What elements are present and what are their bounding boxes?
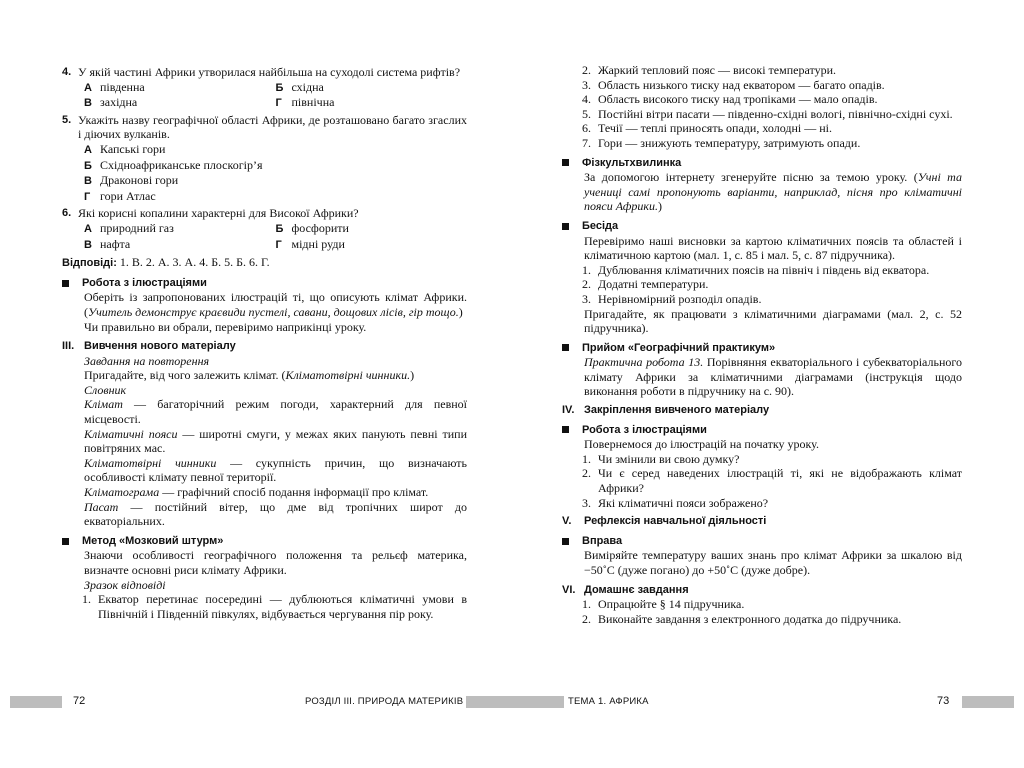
option: Б фосфорити (275, 220, 349, 235)
list-item: 1. Дублювання кліматичних поясів на північ і південь від екватора. (582, 262, 930, 277)
question-5 (62, 113, 467, 142)
bullet-square-icon (562, 538, 569, 545)
question-number: 5. (62, 113, 72, 126)
definition: Клімат — багаторічний режим погоди, характерний для певної місцевості. (84, 397, 467, 427)
right-running-title: ТЕМА 1. АФРИКА (568, 696, 649, 707)
list-item: 3. Які кліматичні пояси зображено? (582, 495, 769, 510)
question-6 (62, 206, 467, 221)
subheading-sample: Зразок відповіді (84, 577, 166, 592)
footer-bar-right (962, 696, 1014, 708)
option: Г гори Атлас (84, 188, 156, 203)
list-item: 1. Опрацюйте § 14 підручника. (582, 597, 745, 612)
section-header-brainstorm: Метод «Мозковий штурм» (62, 534, 467, 549)
illustrations-note: Чи правильно ви обрали, перевіримо наприкінці уроку. (84, 319, 367, 334)
exercise-break-text: За допомогою інтернету згенеруйте пісню за темою уроку. (Учні та учениці самі пропонують варіанти, наприклад, пісня про кліматичні пояси Африки.) (584, 170, 962, 214)
bullet-square-icon (562, 223, 569, 230)
answers-line (62, 255, 467, 271)
section-header-iii: III. Вивчення нового матеріалу (62, 340, 236, 353)
option: В західна (84, 95, 138, 110)
question-4-options (84, 80, 467, 111)
bullet-square-icon (62, 280, 69, 287)
section-header-conversation: Бесіда (562, 219, 962, 234)
answers-text: 1. В. 2. А. 3. А. 4. Б. 5. Б. 6. Г. (119, 255, 270, 270)
conversation-text: Перевіримо наші висновки за картою кліматичних поясів та областей і кліматичною картою (мал. 1, с. 85 і мал. 5, с. 87 підручника). (584, 233, 962, 263)
brainstorm-text: Знаючи особливості географічного положення та рельєф материка, визначте основні риси клімату Африки. (84, 548, 467, 577)
left-page (62, 63, 467, 621)
list-item: 4. Область високого тиску над тропіками — мало опадів. (582, 92, 878, 107)
list-item: 3. Нерівномірний розподіл опадів. (582, 291, 762, 306)
definition: Кліматотвірні чинники — сукупність причин, що визначають особливості клімату певної території. (84, 455, 467, 485)
bullet-square-icon (562, 426, 569, 433)
bullet-square-icon (562, 344, 569, 351)
list-item: 3. Область низького тиску над екватором — багато опадів. (582, 77, 885, 92)
roman-numeral: IV. (562, 404, 575, 417)
list-item: 6. Течії — теплі приносять опади, холодні — ні. (582, 121, 832, 136)
list-item: 5. Постійні вітри пасати — південно-східні вологі, північно-східні сухі. (582, 106, 953, 121)
question-number: 6. (62, 207, 72, 220)
section-header-v: V. Рефлексія навчальної діяльності (562, 515, 767, 528)
page-footer (0, 695, 1024, 709)
option: В Драконові гори (84, 173, 179, 188)
illustrations-paragraph: Оберіть із запропонованих ілюстрацій ті, що описують клімат Африки. (Учитель демонструє краєвиди пустелі, савани, дощових лісів, гір тощо.) (84, 290, 467, 319)
option: Г північна (275, 95, 335, 110)
list-item: 2. Чи є серед наведених ілюстрацій ті, які не відображають клімат Африки? (582, 466, 962, 496)
option: А південна (84, 79, 145, 94)
question-text: У якій частині Африки утворилася найбільша на суходолі система рифтів? (78, 65, 461, 79)
definition: Кліматичні пояси — широтні смуги, у межах яких панують певні типи повітряних мас. (84, 426, 467, 456)
illustrations2-text: Повернемося до ілюстрацій на початку уроку. (584, 437, 819, 452)
option: В нафта (84, 236, 131, 251)
list-item: 1. Екватор перетинає посередині — дублюються кліматичні умови в Північній і Південній півкулях, відбувається чергування пір року. (82, 592, 467, 621)
roman-numeral: VI. (562, 583, 576, 596)
practicum-text: Практична робота 13. Порівняння екваторіального і субекваторіального клімату Африки за кліматичними діаграмами (інструкція щодо виконання роботи в підручнику на с. 90). (584, 355, 962, 399)
conversation-end: Пригадайте, як працювати з кліматичними діаграмами (мал. 2, с. 52 підручника). (584, 306, 962, 336)
option: А Капські гори (84, 141, 166, 156)
section-header-illustrations-2: Робота з ілюстраціями (562, 423, 962, 438)
list-item: 7. Гори — знижують температуру, затримують опади. (582, 135, 861, 150)
section-header-iv: IV. Закріплення вивченого матеріалу (562, 404, 770, 417)
repeat-text: Пригадайте, від чого залежить клімат. (Кліматотвірні чинники.) (84, 368, 415, 383)
option: Г мідні руди (275, 236, 345, 251)
list-item: 2. Виконайте завдання з електронного додатка до підручника. (582, 611, 902, 626)
question-6-options (84, 221, 467, 252)
section-header-practicum: Прийом «Географічний практикум» (562, 341, 962, 356)
roman-numeral: V. (562, 515, 572, 528)
footer-bar-center (466, 696, 564, 708)
definition: Кліматограма — графічний спосіб подання інформації про клімат. (84, 485, 429, 500)
right-page-number: 73 (937, 695, 950, 707)
list-item: 1. Чи змінили ви свою думку? (582, 451, 740, 466)
question-number: 4. (62, 66, 72, 78)
right-page (562, 63, 962, 626)
left-running-title: РОЗДІЛ III. ПРИРОДА МАТЕРИКІВ (305, 696, 464, 707)
bullet-square-icon (562, 159, 569, 166)
question-text: Укажіть назву географічної області Африки, де розташовано багато згаслих і діючих вулканів. (78, 112, 467, 142)
section-header-illustrations: Робота з ілюстраціями (62, 276, 467, 291)
subheading-glossary: Словник (84, 382, 127, 397)
question-5-options (84, 142, 467, 204)
definition: Пасат — постійний вітер, що дме від тропічних широт до екваторіальних. (84, 499, 467, 529)
list-item: 2. Додатні температури. (582, 277, 709, 292)
roman-numeral: III. (62, 340, 75, 353)
question-text: Які корисні копалини характерні для Високої Африки? (78, 206, 359, 221)
bullet-square-icon (62, 538, 69, 545)
option: А природний газ (84, 220, 174, 235)
option: Б східна (275, 79, 324, 94)
option: Б Східноафриканське плоскогір’я (84, 157, 263, 172)
left-page-number: 72 (73, 695, 86, 707)
subheading-repeat: Завдання на повторення (84, 353, 210, 368)
section-header-exercise: Вправа (562, 534, 962, 549)
exercise-text: Виміряйте температуру ваших знань про клімат Африки за шкалою від −50˚С (дуже погано) до +50˚С (дуже добре). (584, 548, 962, 577)
answers-label: Відповіді: (62, 257, 117, 270)
question-4 (62, 65, 467, 80)
footer-bar (10, 696, 62, 708)
section-header-vi: VI. Домашнє завдання (562, 583, 689, 596)
section-header-exercise-break: Фізкультхвилинка (562, 156, 962, 171)
list-item: 2. Жаркий тепловий пояс — високі температури. (582, 63, 836, 77)
